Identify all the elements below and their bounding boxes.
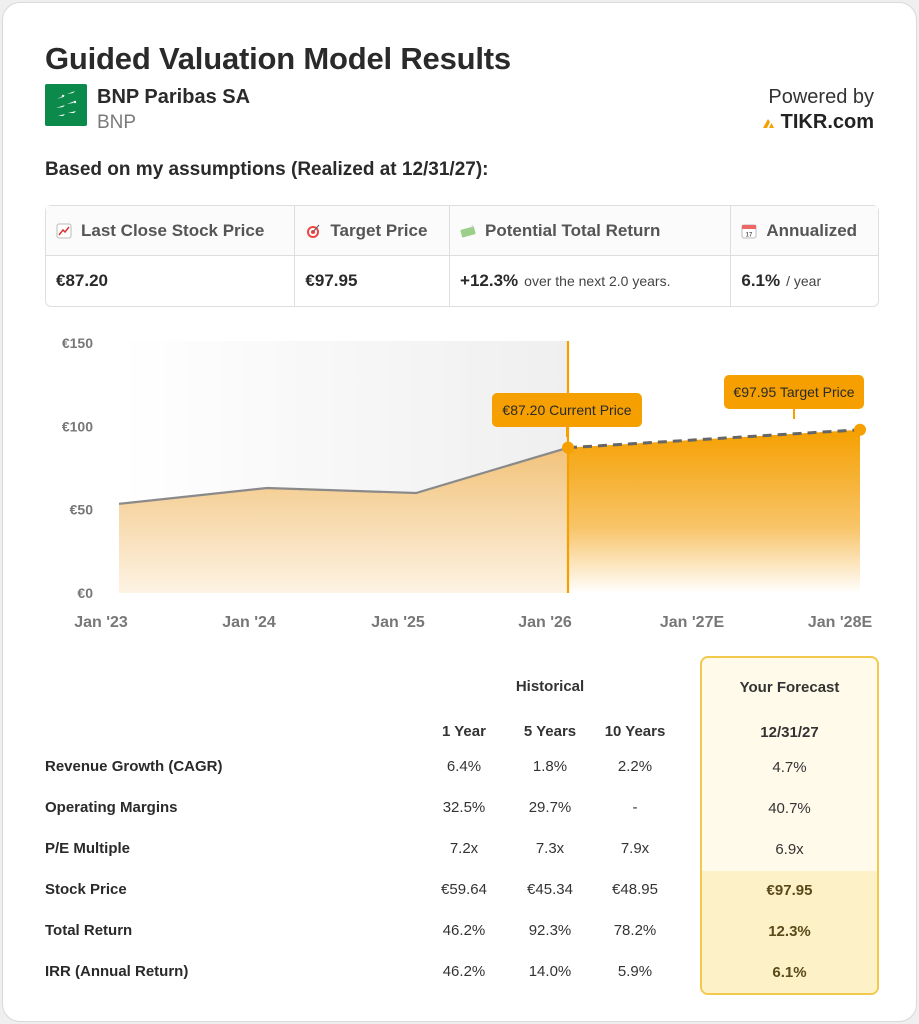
metric-annualized	[731, 206, 878, 306]
table-cell: 46.2%	[442, 922, 486, 939]
tikr-logo-icon	[762, 117, 776, 129]
table-cell: 6.4%	[446, 758, 482, 775]
comparison-table	[3, 653, 919, 1003]
metric-suffix: over the next 2.0 years.	[524, 273, 671, 289]
price-chart	[3, 323, 919, 643]
table-cell: 92.3%	[528, 922, 572, 939]
forecast-column	[700, 656, 879, 995]
table-cell: 78.2%	[613, 922, 657, 939]
forecast-cell[interactable]: 6.9x	[775, 841, 804, 858]
forecast-cell[interactable]: 40.7%	[768, 800, 811, 817]
forecast-cell: 6.1%	[772, 964, 807, 981]
table-cell: 7.2x	[449, 840, 479, 857]
row-label-total-return: Total Return	[45, 922, 133, 939]
x-tick-label: Jan '27E	[659, 614, 725, 631]
projection-area	[568, 430, 860, 593]
metric-value: €97.95	[305, 271, 358, 290]
table-cell: 5.9%	[617, 963, 653, 980]
table-cell: €48.95	[612, 881, 658, 898]
powered-by-label: Powered by	[768, 86, 874, 108]
x-tick-label: Jan '23	[74, 614, 128, 631]
valuation-card	[2, 2, 917, 1022]
target-icon	[305, 223, 321, 239]
target-price-label: €97.95 Target Price	[733, 384, 855, 400]
table-cell: €45.34	[527, 881, 573, 898]
row-label-revenue-growth: Revenue Growth (CAGR)	[45, 758, 223, 775]
row-label-irr: IRR (Annual Return)	[45, 963, 189, 980]
row-label-stock-price: Stock Price	[45, 881, 127, 898]
table-cell: 7.9x	[620, 840, 650, 857]
y-tick-label: €50	[69, 501, 93, 518]
table-cell: 1.8%	[532, 758, 568, 775]
col-header-5y: 5 Years	[523, 723, 577, 740]
metric-value: +12.3%	[460, 271, 519, 290]
col-header-10y: 10 Years	[604, 723, 666, 740]
col-header-1y: 1 Year	[442, 723, 486, 740]
target-price-point	[854, 424, 866, 436]
money-icon	[460, 223, 476, 239]
metric-value: €87.20	[56, 271, 108, 290]
table-cell: 46.2%	[442, 963, 486, 980]
table-cell: 7.3x	[535, 840, 565, 857]
metric-value: 6.1%	[741, 271, 781, 290]
table-cell: 29.7%	[528, 799, 572, 816]
forecast-cell[interactable]: 4.7%	[772, 759, 807, 776]
table-cell: 14.0%	[528, 963, 572, 980]
tikr-brand[interactable]	[762, 111, 874, 134]
forecast-cell: €97.95	[766, 882, 813, 899]
brand-name: TIKR.com	[780, 111, 874, 133]
y-tick-label: €0	[77, 585, 93, 601]
historical-header: Historical	[515, 678, 585, 695]
row-label-pe-multiple: P/E Multiple	[45, 840, 131, 857]
current-price-label: €87.20 Current Price	[502, 402, 632, 418]
forecast-cell: 12.3%	[768, 923, 811, 940]
row-label-operating-margins: Operating Margins	[45, 799, 178, 816]
table-cell: -	[632, 799, 638, 816]
company-name: BNP Paribas SA	[97, 86, 251, 108]
current-price-point	[562, 442, 574, 454]
y-tick-label: €150	[61, 335, 93, 351]
x-tick-label: Jan '24	[222, 614, 276, 631]
company-logo	[45, 84, 87, 126]
metric-suffix: / year	[786, 273, 822, 289]
metric-label: Potential Total Return	[485, 220, 661, 240]
assumptions-heading: Based on my assumptions (Realized at 12/31/27):	[45, 159, 489, 180]
x-tick-label: Jan '25	[371, 614, 425, 631]
x-tick-label: Jan '28E	[807, 614, 873, 631]
company-ticker: BNP	[97, 112, 137, 133]
page-title: Guided Valuation Model Results	[45, 41, 511, 76]
metric-target-price	[295, 206, 450, 306]
metric-label: Target Price	[330, 220, 428, 240]
table-cell: 32.5%	[442, 799, 486, 816]
svg-text:17: 17	[746, 232, 753, 238]
metric-total-return	[450, 206, 731, 306]
calendar-icon	[741, 223, 757, 239]
table-cell: 2.2%	[617, 758, 653, 775]
y-tick-label: €100	[61, 418, 93, 435]
chart-up-icon	[56, 223, 72, 239]
table-cell: €59.64	[441, 881, 487, 898]
metrics-table	[45, 205, 879, 307]
metric-last-close	[46, 206, 295, 306]
metric-label: Annualized	[766, 220, 858, 240]
x-tick-label: Jan '26	[518, 614, 572, 631]
metric-label: Last Close Stock Price	[81, 220, 265, 240]
forecast-date: 12/31/27	[760, 724, 819, 741]
forecast-header: Your Forecast	[739, 679, 840, 696]
